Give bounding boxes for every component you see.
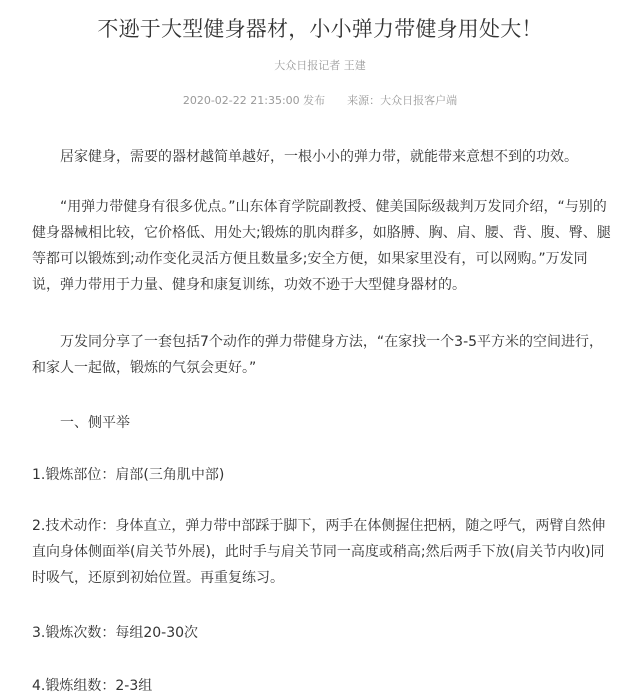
section-heading-lateral-raise: 一、侧平举 (60, 415, 130, 431)
publish-time: 2020-02-22 21:35:00 发布 (182, 94, 326, 107)
article-byline: 大众日报记者 王建 (274, 59, 366, 72)
step-reps: 3.锻炼次数：每组20-30次 (32, 625, 199, 641)
paragraph-method: 万发同分享了一套包括7个动作的弹力带健身方法，“在家找一个3-5平方米的空间进行，和家人一起做，锻炼的气氛会更好。” (32, 334, 604, 376)
step-technique: 2.技术动作：身体直立，弹力带中部踩于脚下，两手在体侧握住把柄，随之呼气，两臂自然伸直向身体侧面举(肩关节外展)，此时手与肩关节同一高度或稍高;然后两手下放(肩关节内收)同时吸气，还原到初始位置。再重复练习。 (32, 518, 606, 586)
article-source: 来源：大众日报客户端 (347, 94, 458, 107)
step-target-area: 1.锻炼部位：肩部(三角肌中部) (32, 467, 225, 483)
paragraph-intro: 居家健身，需要的器材越简单越好，一根小小的弹力带，就能带来意想不到的功效。 (60, 149, 578, 165)
paragraph-quote: “用弹力带健身有很多优点。”山东体育学院副教授、健美国际级裁判万发同介绍，“与别的健身器械相比较，它价格低、用处大;锻炼的肌肉群多，如胳膊、胸、肩、腰、背、腹、臀、腿等都可以锻炼到;动作变化灵活方便且数量多;安全方便，如果家里没有，可以网购。”万发同说，弹力带用于力量、健身和康复训练，功效不逊于大型健身器材的。 (32, 199, 611, 293)
step-sets: 4.锻炼组数：2-3组 (32, 678, 153, 694)
article-title: 不逊于大型健身器材，小小弹力带健身用处大！ (97, 17, 543, 41)
article-meta (0, 93, 640, 109)
